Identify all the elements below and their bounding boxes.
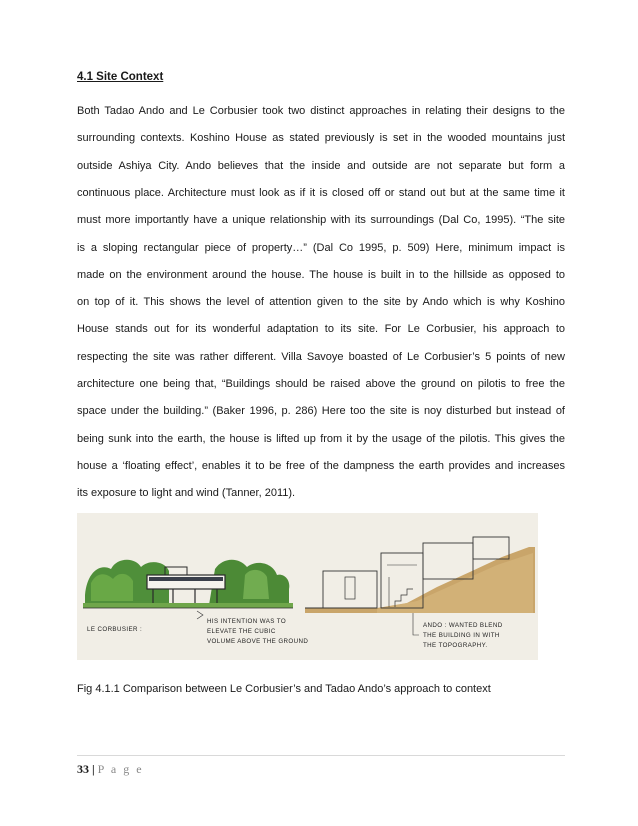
paragraph-line: space under the building.” (Baker 1996, p. 286) Here too the site is noy disturbed but instead of (77, 405, 565, 418)
paragraph-line: continuous place. Architecture must look as if it is closed off or stand out but at the same time it (77, 186, 565, 199)
paragraph-line: on top of it. This shows the level of attention given to the site by Ando which is why Koshino (77, 296, 565, 309)
footer-divider (77, 755, 565, 756)
paragraph-line: made on the environment around the house. The house is built in to the hillside as opposed to (77, 268, 565, 281)
paragraph-line: is a sloping rectangular piece of property…” (Dal Co 1995, p. 509) Here, minimum impact is (77, 241, 565, 254)
left-note-line-1: HIS INTENTION WAS TO (207, 618, 287, 625)
comparison-figure (77, 513, 538, 660)
paragraph-line: surrounding contexts. Koshino House as stated previously is set in the wooded mountains just (77, 132, 565, 145)
paragraph-line: must more importantly have a unique relationship with its surroundings (Dal Co, 1995). “The site (77, 214, 565, 227)
right-note-line-1: ANDO : WANTED BLEND (423, 622, 503, 629)
sketch-illustration (77, 513, 538, 660)
paragraph-line: Both Tadao Ando and Le Corbusier took two distinct approaches in relating their designs to the (77, 105, 565, 117)
paragraph-line: outside Ashiya City. Ando believes that the inside and outside are not separate but form a (77, 159, 565, 172)
paragraph-line: respecting the site was rather different. Villa Savoye boasted of Le Corbusier’s 5 points of new (77, 350, 565, 363)
right-note-line-3: THE TOPOGRAPHY. (423, 642, 488, 649)
figure-caption: Fig 4.1.1 Comparison between Le Corbusier’s and Tadao Ando’s approach to context (77, 683, 491, 695)
page-number: 33 (77, 762, 89, 776)
left-note-line-2: ELEVATE THE CUBIC (207, 628, 276, 635)
page-footer (77, 762, 144, 777)
right-note-line-2: THE BUILDING IN WITH (423, 632, 500, 639)
footer-separator: | (92, 762, 95, 776)
paragraph-line: house a ‘floating effect’, enables it to be free of the dampness the earth provides and increases (77, 459, 565, 472)
paragraph-line: House stands out for its wonderful adaptation to its site. For Le Corbusier, his approach to (77, 323, 565, 336)
paragraph-line: its exposure to light and wind (Tanner, 2011). (77, 487, 296, 500)
left-sketch-label: LE CORBUSIER : (87, 626, 143, 633)
section-heading: 4.1 Site Context (77, 71, 164, 83)
paragraph-line: being sunk into the earth, the house is lifted up from it by the usage of the pilotis. This gives the (77, 432, 565, 445)
page-word: P a g e (97, 762, 144, 776)
left-note-line-3: VOLUME ABOVE THE GROUND (207, 638, 309, 645)
paragraph-line: architecture one being that, “Buildings should be raised above the ground on pilotis to free the (77, 378, 565, 390)
